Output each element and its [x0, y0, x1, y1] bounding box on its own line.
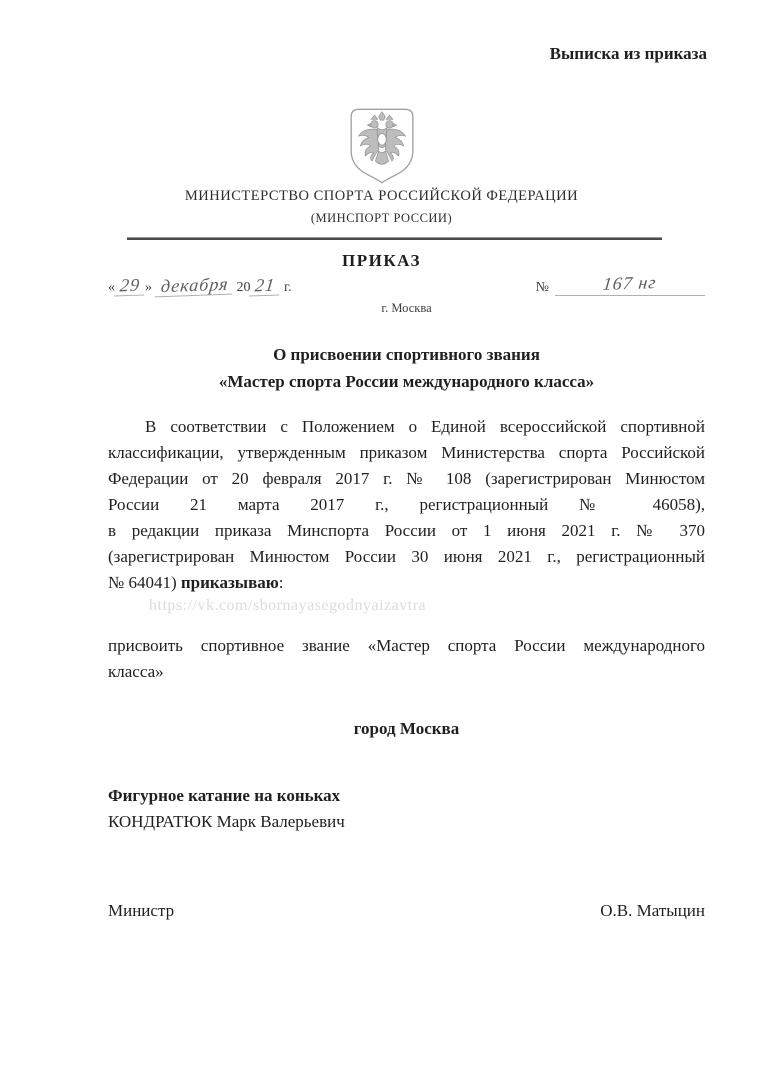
date-open-quote: «	[108, 280, 115, 295]
number-sign: №	[535, 280, 549, 295]
resolution-paragraph	[108, 633, 705, 685]
city-heading: город Москва	[353, 719, 460, 738]
order-title	[108, 341, 705, 395]
document-type-title: ПРИКАЗ	[342, 251, 421, 270]
date-number-row	[108, 274, 705, 296]
resolution-line2: класса»	[108, 662, 164, 681]
sport-name: Фигурное катание на коньках	[108, 786, 341, 805]
order-body-paragraph	[108, 414, 705, 596]
date-close-quote: »	[145, 280, 152, 295]
letterhead-divider	[127, 237, 662, 240]
signer-position: Министр	[108, 901, 175, 920]
coat-of-arms-icon	[339, 106, 425, 186]
body-line: (зарегистрирован Минюстом России 30 июня 2021 г., регистрационный	[108, 547, 705, 566]
body-line: России 21 марта 2017 г., регистрационный № 46058),	[108, 495, 705, 514]
date-year-label: г.	[283, 280, 292, 295]
body-line: Федерации от 20 февраля 2017 г. № 108 (зарегистрирован Минюстом	[108, 469, 705, 488]
signature-row	[108, 901, 705, 921]
ministry-short-name: (МИНСПОРТ РОССИИ)	[310, 211, 453, 225]
date-year-handwritten: 21	[249, 275, 281, 296]
athlete-name: КОНДРАТЮК Марк Валерьевич	[108, 812, 345, 831]
issue-place: г. Москва	[381, 301, 432, 315]
body-last-line	[108, 570, 705, 596]
resolution-line1: присвоить спортивное звание «Мастер спорта России международного	[108, 636, 705, 655]
body-line: в редакции приказа Минспорта России от 1 июня 2021 г. № 370	[108, 521, 705, 540]
body-line: В соответствии с Положением о Единой всероссийской спортивной	[145, 417, 705, 436]
signer-name: О.В. Матыцин	[600, 901, 705, 920]
award-block	[108, 783, 705, 835]
order-number	[536, 274, 705, 296]
body-last-line-suffix: :	[278, 573, 284, 592]
order-date	[108, 273, 292, 297]
watermark-url: https://vk.com/sbornayasegodnyaizavtra	[149, 597, 427, 614]
date-year-prefix: 20	[236, 280, 251, 295]
decree-word: приказываю	[180, 573, 279, 592]
ministry-name: МИНИСТЕРСТВО СПОРТА РОССИЙСКОЙ ФЕДЕРАЦИИ	[184, 188, 579, 204]
number-value-handwritten: 167 нг	[602, 272, 658, 294]
number-blank-line	[555, 274, 705, 296]
date-day-handwritten: 29	[114, 275, 146, 296]
order-title-line2: «Мастер спорта России международного класса»	[218, 372, 595, 391]
body-last-line-prefix: № 64041)	[108, 573, 181, 592]
order-title-line1: О присвоении спортивного звания	[273, 345, 540, 364]
body-line: классификации, утвержденным приказом Министерства спорта Российской	[108, 443, 705, 462]
date-month-handwritten: декабря	[154, 275, 234, 298]
header-note: Выписка из приказа	[549, 44, 707, 63]
